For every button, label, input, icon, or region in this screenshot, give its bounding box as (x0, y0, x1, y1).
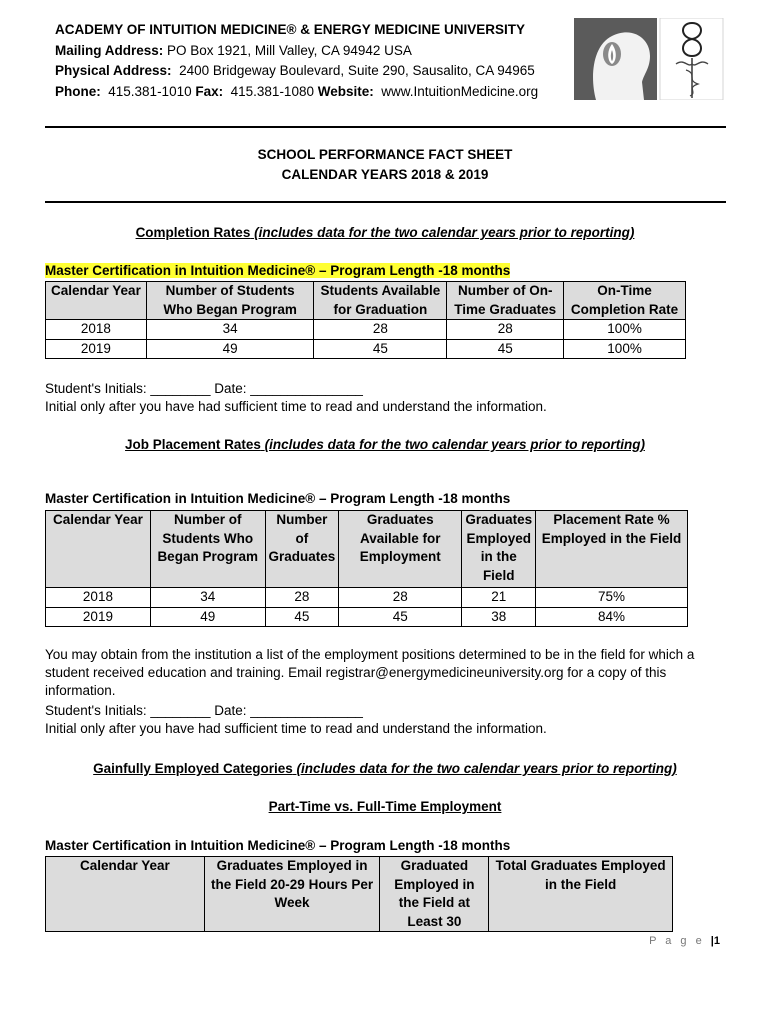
placement-heading: Job Placement Rates (includes data for the two calendar years prior to reporting) (125, 437, 645, 452)
table-header-row (46, 282, 686, 320)
table-row (46, 588, 688, 608)
table-cell: 75% (536, 588, 688, 608)
page-number: 1 (713, 935, 720, 947)
column-header: Calendar Year (46, 282, 147, 320)
initials-instruction: Initial only after you have had sufficient time to read and understand the information. (45, 399, 547, 414)
table-cell: 100% (564, 320, 686, 340)
column-header: Placement Rate % Employed in the Field (536, 511, 688, 588)
table-cell: 34 (150, 588, 265, 608)
gainful-heading: Gainfully Employed Categories (includes data for the two calendar years prior to reporting) (93, 761, 677, 776)
table-cell: 2019 (46, 339, 147, 359)
placement-program-label: Master Certification in Intuition Medicine® – Program Length -18 months (45, 491, 511, 506)
contact-line: Phone: 415.381-1010 Fax: 415.381-1080 Website: www.IntuitionMedicine.org (55, 83, 539, 99)
column-header: On-Time Completion Rate (564, 282, 686, 320)
table-cell: 28 (339, 588, 462, 608)
table-cell: 28 (447, 320, 564, 340)
document-title: SCHOOL PERFORMANCE FACT SHEET CALENDAR YEARS 2018 & 2019 (257, 147, 513, 182)
gainful-program-label: Master Certification in Intuition Medicine® – Program Length -18 months (45, 838, 511, 853)
column-header: Calendar Year (46, 857, 205, 932)
completion-table (45, 281, 686, 359)
table-row (46, 607, 688, 627)
mailing-address: Mailing Address: PO Box 1921, Mill Valley, CA 94942 USA (55, 42, 412, 58)
table-cell: 45 (339, 607, 462, 627)
placement-note: You may obtain from the institution a list of the employment positions determined to be in the field for which a student received education and training. Email registrar@energymedicineuniversity.org for a copy of this information. (45, 647, 695, 698)
gainful-table (45, 856, 673, 932)
initials-line: Student's Initials: ________ Date: _______________ (45, 703, 363, 718)
table-cell: 45 (447, 339, 564, 359)
table-cell: 38 (462, 607, 536, 627)
table-cell: 28 (314, 320, 447, 340)
table-row (46, 339, 686, 359)
column-header: Graduates Employed in the Field 20-29 Hours Per Week (204, 857, 380, 932)
table-cell: 49 (150, 607, 265, 627)
table-cell: 49 (146, 339, 314, 359)
letterhead (55, 20, 538, 102)
table-cell: 2018 (46, 320, 147, 340)
org-name: ACADEMY OF INTUITION MEDICINE® & ENERGY MEDICINE UNIVERSITY (55, 22, 525, 37)
completion-program-label: Master Certification in Intuition Medicine® – Program Length -18 months (45, 263, 511, 278)
column-header: Number of Students Who Began Program (150, 511, 265, 588)
column-header: Calendar Year (46, 511, 151, 588)
initials-instruction: Initial only after you have had sufficient time to read and understand the information. (45, 721, 547, 736)
physical-address: Physical Address: 2400 Bridgeway Boulevard, Suite 290, Sausalito, CA 94965 (55, 63, 535, 78)
table-cell: 2019 (46, 607, 151, 627)
table-header-row (46, 511, 688, 588)
completion-heading: Completion Rates (includes data for the two calendar years prior to reporting) (135, 225, 635, 240)
gainful-subheading: Part-Time vs. Full-Time Employment (268, 799, 502, 814)
column-header: Total Graduates Employed in the Field (489, 857, 673, 932)
table-cell: 28 (265, 588, 339, 608)
column-header: Number of Graduates (265, 511, 339, 588)
table-cell: 34 (146, 320, 314, 340)
table-header-row (46, 857, 673, 932)
column-header: Graduates Available for Employment (339, 511, 462, 588)
school-logo (572, 18, 724, 100)
table-row (46, 320, 686, 340)
initials-line: Student's Initials: ________ Date: _______________ (45, 381, 363, 396)
column-header: Students Available for Graduation (314, 282, 447, 320)
table-cell: 45 (265, 607, 339, 627)
column-header: Number of On-Time Graduates (447, 282, 564, 320)
column-header: Number of Students Who Began Program (146, 282, 314, 320)
placement-table (45, 510, 688, 627)
column-header: Graduates Employed in the Field (462, 511, 536, 588)
divider-title (45, 201, 726, 203)
table-cell: 2018 (46, 588, 151, 608)
column-header: Graduated Employed in the Field at Least 30 (380, 857, 489, 932)
initials-block-1 (45, 380, 547, 416)
initials-block-2 (45, 702, 547, 738)
table-cell: 84% (536, 607, 688, 627)
page-footer: P a g e |1 (649, 935, 720, 947)
table-cell: 45 (314, 339, 447, 359)
table-cell: 100% (564, 339, 686, 359)
table-cell: 21 (462, 588, 536, 608)
divider-top (45, 126, 726, 128)
